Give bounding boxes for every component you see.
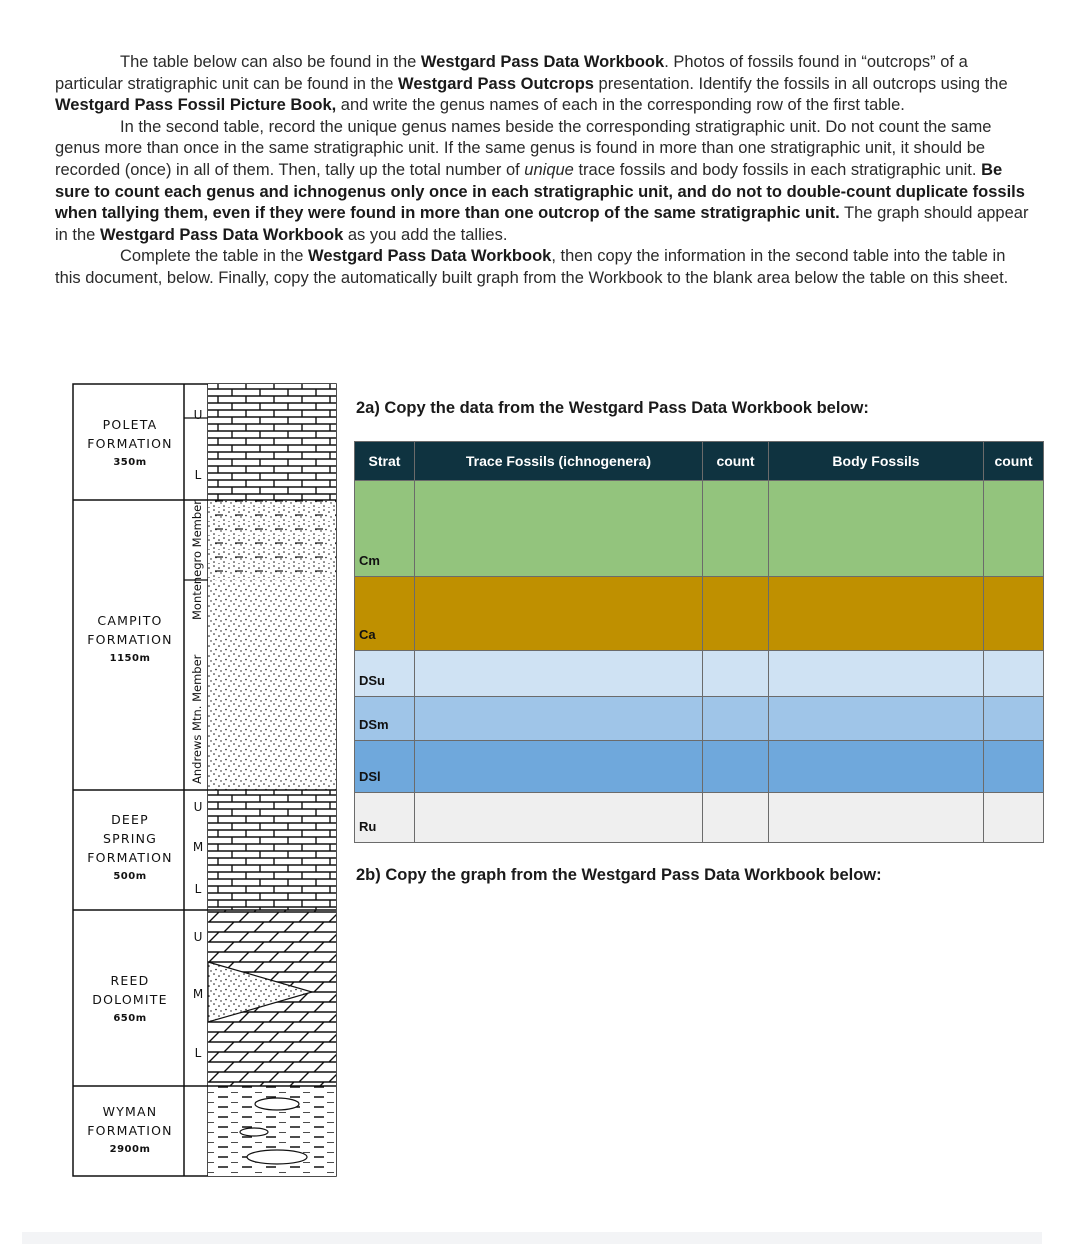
text-run: Be sure to count each genus and ichnogenus only once in each stratigraphic unit, and do not to double-count duplicate fossils when tallying them, even if they were found in more than one outcrop of the same stratigraphic unit. xyxy=(55,160,1025,223)
trace-fossils-cell[interactable] xyxy=(415,651,703,697)
text-run: . Photos of fossils found in “outcrops” of a particular stratigraphic unit can be found in the xyxy=(55,53,968,93)
formation-name: DEEP xyxy=(111,812,149,827)
deep-spring-lithology xyxy=(208,790,336,910)
formation-name: SPRING xyxy=(102,831,158,846)
body-count-cell[interactable] xyxy=(984,697,1044,741)
body-count-cell[interactable] xyxy=(984,793,1044,843)
table-header-row xyxy=(355,442,1044,481)
body-count-cell[interactable] xyxy=(984,481,1044,577)
page-bottom-band xyxy=(22,1232,1042,1244)
table-row xyxy=(355,793,1044,843)
text-run: and write the genus names of each in the corresponding row of the first table. xyxy=(336,96,905,115)
text-run: unique xyxy=(524,160,574,179)
formation-thickness: 1150m xyxy=(109,653,151,664)
body-count-cell[interactable] xyxy=(984,651,1044,697)
text-run: The graph should appear in the xyxy=(55,204,1029,244)
table-row xyxy=(355,577,1044,651)
formation-thickness: 650m xyxy=(113,1013,147,1024)
body-count-cell[interactable] xyxy=(984,577,1044,651)
poleta-formation-label xyxy=(76,415,184,472)
formation-thickness: 500m xyxy=(113,871,147,882)
graph-paste-area[interactable] xyxy=(354,900,1043,1220)
trace-count-cell[interactable] xyxy=(703,577,769,651)
body-count-cell[interactable] xyxy=(984,741,1044,793)
trace-fossils-cell[interactable] xyxy=(415,793,703,843)
trace-fossils-cell[interactable] xyxy=(415,577,703,651)
trace-count-cell[interactable] xyxy=(703,651,769,697)
body-count-header: count xyxy=(984,442,1044,481)
table-row xyxy=(355,741,1044,793)
body-fossils-header: Body Fossils xyxy=(769,442,984,481)
formation-name: FORMATION xyxy=(87,850,173,865)
section-2b-heading: 2b) Copy the graph from the Westgard Pass Data Workbook below: xyxy=(356,866,882,884)
body-fossils-cell[interactable] xyxy=(769,697,984,741)
stratigraphic-column xyxy=(72,382,338,1178)
formation-name: DOLOMITE xyxy=(92,992,168,1007)
trace-count-cell[interactable] xyxy=(703,741,769,793)
formation-name: FORMATION xyxy=(87,632,173,647)
instructions-paragraph-1 xyxy=(55,52,1030,117)
text-run: Westgard Pass Data Workbook xyxy=(420,53,665,71)
strat-cell: Ca xyxy=(355,577,415,651)
body-fossils-cell[interactable] xyxy=(769,793,984,843)
text-run: Westgard Pass Data Workbook xyxy=(308,247,552,266)
section-2a-heading: 2a) Copy the data from the Westgard Pass Data Workbook below: xyxy=(356,399,869,417)
trace-count-cell[interactable] xyxy=(703,793,769,843)
fossil-data-table xyxy=(354,441,1044,843)
deep-spring-middle-label: M xyxy=(192,840,204,854)
formation-name: FORMATION xyxy=(87,436,173,451)
trace-count-header: count xyxy=(703,442,769,481)
text-run: as you add the tallies. xyxy=(343,225,508,244)
text-run: Westgard Pass Data Workbook xyxy=(99,225,344,244)
formation-name: WYMAN xyxy=(102,1104,158,1119)
montenegro-member-label: Montenegro Member xyxy=(190,500,204,620)
strat-cell: Cm xyxy=(355,481,415,577)
strat-cell: DSl xyxy=(355,741,415,793)
trace-fossils-cell[interactable] xyxy=(415,697,703,741)
campito-formation-label xyxy=(76,611,184,668)
strat-cell: DSm xyxy=(355,697,415,741)
poleta-lithology xyxy=(208,384,336,500)
text-run: Westgard Pass Fossil Picture Book, xyxy=(55,96,337,115)
text-run: The table below can also be found in the xyxy=(120,53,421,71)
table-row xyxy=(355,697,1044,741)
table-row xyxy=(355,481,1044,577)
montenegro-lithology xyxy=(208,500,336,580)
andrews-member-label: Andrews Mtn. Member xyxy=(190,654,204,784)
body-fossils-cell[interactable] xyxy=(769,651,984,697)
reed-lower-label: L xyxy=(194,1046,202,1060)
formation-name: POLETA xyxy=(102,417,158,432)
reed-upper-label: U xyxy=(193,930,203,944)
strat-header: Strat xyxy=(355,442,415,481)
text-run: trace fossils and body fossils in each stratigraphic unit. xyxy=(573,160,982,179)
formation-thickness: 350m xyxy=(113,457,147,468)
formation-name: FORMATION xyxy=(87,1123,173,1138)
deep-spring-lower-label: L xyxy=(194,882,202,896)
instructions-paragraph-2 xyxy=(55,117,1030,247)
body-fossils-cell[interactable] xyxy=(769,577,984,651)
text-run: , then copy the information in the second table into the table in this document, below. Finally, copy the automatically built graph from the Workbook to the blank area below the table on this sheet. xyxy=(55,247,1009,287)
table-row xyxy=(355,651,1044,697)
strat-cell: DSu xyxy=(355,651,415,697)
deep-spring-upper-label: U xyxy=(193,800,203,814)
wyman-formation-label xyxy=(76,1102,184,1159)
text-run: Complete the table in the xyxy=(120,247,309,266)
trace-fossils-cell[interactable] xyxy=(415,481,703,577)
andrews-lithology xyxy=(208,580,336,790)
instructions-text xyxy=(55,52,1030,290)
trace-fossils-header: Trace Fossils (ichnogenera) xyxy=(415,442,703,481)
deep-spring-formation-label xyxy=(76,810,184,886)
text-run: presentation. Identify the fossils in all outcrops using the xyxy=(593,74,1008,93)
text-run: Westgard Pass Outcrops xyxy=(398,74,594,93)
trace-fossils-cell[interactable] xyxy=(415,741,703,793)
formation-name: CAMPITO xyxy=(97,613,163,628)
formation-thickness: 2900m xyxy=(109,1144,151,1155)
strat-cell: Ru xyxy=(355,793,415,843)
body-fossils-cell[interactable] xyxy=(769,481,984,577)
formation-name: REED xyxy=(110,973,150,988)
reed-dolomite-label xyxy=(76,971,184,1028)
trace-count-cell[interactable] xyxy=(703,481,769,577)
poleta-upper-label: U xyxy=(193,408,203,422)
reed-middle-label: M xyxy=(192,987,204,1001)
trace-count-cell[interactable] xyxy=(703,697,769,741)
poleta-lower-label: L xyxy=(194,468,202,482)
body-fossils-cell[interactable] xyxy=(769,741,984,793)
instructions-paragraph-3 xyxy=(55,246,1030,289)
text-run: In the second table, record the unique genus names beside the corresponding stratigraphic unit. Do not count the same genus more than once in the same stratigraphic unit. If the same genus is found in more than one stratigraphic unit, it should be recorded (once) in all of them. Then, tally up the total number of xyxy=(55,117,992,179)
